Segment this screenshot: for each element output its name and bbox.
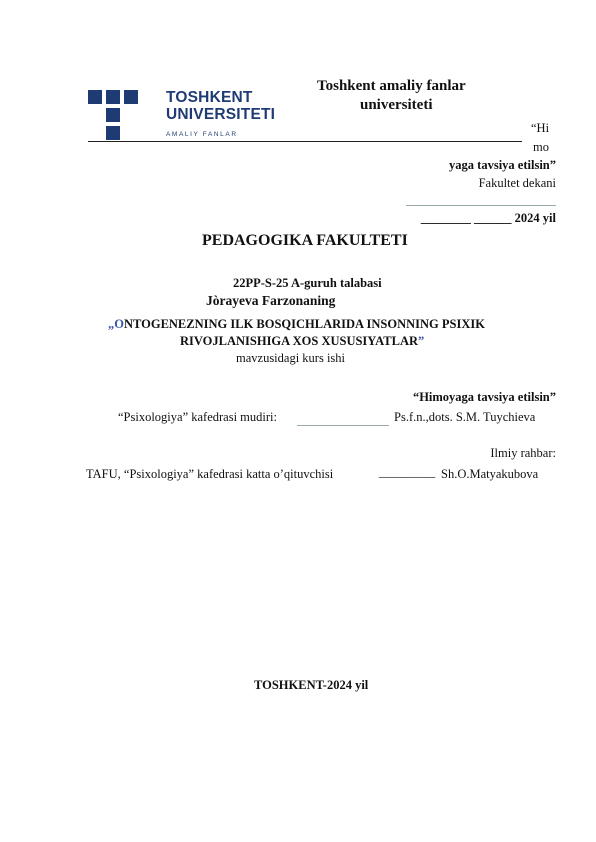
logo-square-icon bbox=[124, 90, 138, 104]
topic-close-quote: ” bbox=[418, 334, 425, 348]
dean-label: Fakultet dekani bbox=[478, 176, 556, 190]
topic-line1 bbox=[108, 317, 485, 332]
approval-quote-line2: mo bbox=[533, 140, 549, 154]
supervisor-label: Ilmiy rahbar: bbox=[490, 446, 556, 460]
topic-line1-text: NTOGENEZNING ILK BOSQICHLARIDA INSONNING PSIXIK bbox=[123, 317, 485, 331]
topic-first-letter: O bbox=[114, 317, 124, 331]
dean-signature-line bbox=[406, 205, 556, 206]
department-head-name: Ps.f.n.,dots. S.M. Tuychieva bbox=[394, 410, 536, 424]
header-divider bbox=[88, 141, 522, 142]
supervisor-signature-line: _________ bbox=[379, 465, 436, 479]
topic-line2-text: RIVOJLANISHIGA XOS XUSUSIYATLAR bbox=[180, 334, 419, 348]
logo-text-line2: UNIVERSITETI bbox=[166, 106, 276, 123]
university-logo bbox=[88, 87, 288, 147]
logo-square-icon bbox=[106, 90, 120, 104]
logo-text-line1: TOSHKENT bbox=[166, 89, 253, 106]
logo-square-icon bbox=[106, 126, 120, 140]
student-group: 22PP-S-25 A-guruh talabasi bbox=[233, 276, 382, 290]
topic-subtitle: mavzusidagi kurs ishi bbox=[236, 351, 346, 365]
supervisor-name: Sh.O.Matyakubova bbox=[441, 467, 539, 481]
approval-quote-line3: yaga tavsiya etilsin” bbox=[449, 158, 556, 172]
student-name: Jòrayeva Farzonaning bbox=[206, 293, 336, 308]
approval-quote-line1: “Hi bbox=[531, 121, 550, 135]
supervisor-position: TAFU, “Psixologiya” kafedrasi katta o’qituvchisi bbox=[86, 467, 334, 481]
logo-square-icon bbox=[88, 90, 102, 104]
logo-subtext: AMALIY FANLAR bbox=[166, 131, 238, 138]
defense-label: “Himoyaga tavsiya etilsin” bbox=[412, 390, 556, 404]
footer-city-year: TOSHKENT-2024 yil bbox=[254, 678, 369, 692]
faculty-title: PEDAGOGIKA FAKULTETI bbox=[202, 232, 408, 249]
department-head-signature-line bbox=[297, 425, 389, 426]
topic-line2 bbox=[180, 334, 424, 349]
topic-open-quote: „ bbox=[108, 317, 115, 331]
university-name-line2: universiteti bbox=[360, 97, 433, 113]
department-head-label: “Psixologiya” kafedrasi mudiri: bbox=[118, 410, 277, 424]
approval-date: ________ ______ 2024 yil bbox=[420, 211, 556, 225]
logo-square-icon bbox=[106, 108, 120, 122]
university-name-line1: Toshkent amaliy fanlar bbox=[317, 78, 466, 94]
